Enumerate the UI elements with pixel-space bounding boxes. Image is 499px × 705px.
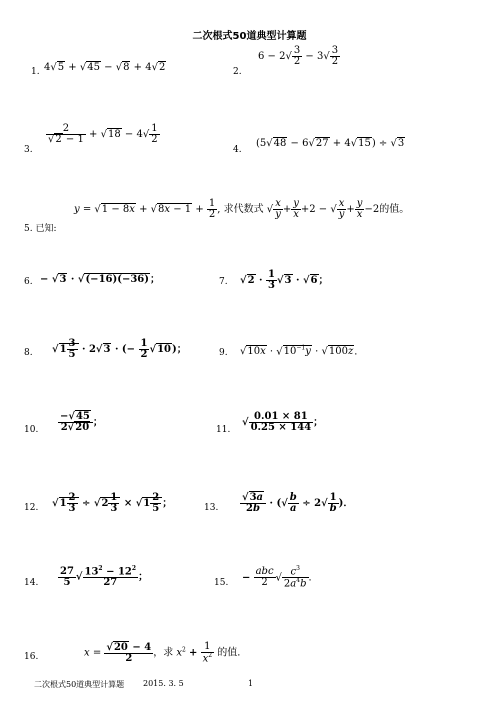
problem-13-expression: $\frac{√3a}{2b}$ · (√ $\frac{b}{a}$ ÷ 2√ $\frac{1}{b}$ )．	[242, 492, 354, 514]
problem-3-expression: $\frac{2}{√2 - 1}$ + √18 − 4√ $\frac{1}{2}$	[48, 123, 158, 145]
problem-5-number: 5. 已知:	[24, 224, 57, 234]
problem-7-number: 7.	[219, 277, 228, 287]
problem-12-expression: √1 $\frac{2}{3}$ ÷ √2 $\frac{1}{3}$ × √1 $\frac{2}{5}$ ；	[52, 492, 173, 514]
problem-6-expression: − √3 · √(−16)(−36)；	[40, 274, 160, 285]
problem-9-expression: $√10x \cdot √10^{-1}y \cdot √100z$．	[240, 345, 365, 358]
problem-1-expression: 4√5 + √45 − √8 + 4√2	[44, 62, 166, 73]
footer-doc-title: 二次根式50道典型计算题	[34, 680, 125, 689]
problem-10-number: 10.	[24, 425, 39, 435]
footer-date: 2015. 3. 5	[143, 679, 184, 688]
problem-1-number: 1.	[31, 67, 40, 77]
problem-16-number: 16.	[24, 652, 39, 662]
problem-5-expression: y = √1 − 8x + √8x − 1 + $\frac{1}{2}$ , 求代数式 √ $\frac{x}{y}$ + $\frac{y}{x}$ +2 − √ $\frac{x}{y}$ + $\frac{y}{x}$ −2的值。	[74, 198, 410, 220]
problem-11-expression: √ $\frac{0.01 \times 81}{0.25 \times 144}$ ；	[242, 411, 324, 433]
problem-12-number: 12.	[24, 503, 39, 513]
problem-8-expression: √1 $\frac{3}{5}$ · 2√3 · (− $\frac{1}{2}$ √10)；	[52, 338, 187, 360]
page-title: 二次根式50道典型计算题	[192, 31, 307, 42]
problem-4-number: 4.	[233, 145, 242, 155]
footer-page-number: 1	[248, 679, 254, 688]
problem-13-number: 13.	[204, 503, 219, 513]
problem-16-expression: x = $\frac{√20 - 4}{2}$ ，求 $x^2$ + $\frac{1}{x^2}$ 的值．	[84, 641, 248, 665]
problem-14-number: 14.	[24, 578, 39, 588]
problem-7-expression: √2 · $\frac{1}{3}$ √3 · √6；	[240, 269, 329, 291]
problem-11-number: 11.	[216, 425, 231, 435]
problem-6-number: 6.	[24, 277, 33, 287]
problem-10-expression: $\frac{-√45}{2√20}$ ；	[60, 411, 103, 433]
problem-14-expression: $\frac{27}{5}$ √ $\frac{13^2 - 12^2}{27}$ ；	[60, 565, 149, 589]
problem-3-number: 3.	[24, 145, 33, 155]
problem-15-expression: − $\frac{\text{abc}}{2}$ √ $\frac{c^3}{2a^4b}$ ．	[242, 565, 319, 590]
problem-15-number: 15.	[214, 578, 229, 588]
problem-8-number: 8.	[24, 348, 33, 358]
problem-2-expression: 6 − 2√ $\frac{3}{2}$ − 3√ $\frac{3}{2}$	[258, 45, 339, 67]
problem-2-number: 2.	[233, 67, 242, 77]
problem-4-expression: (5√48 − 6√27 + 4√15) ÷ √3	[256, 138, 405, 149]
problem-9-number: 9.	[219, 348, 228, 358]
